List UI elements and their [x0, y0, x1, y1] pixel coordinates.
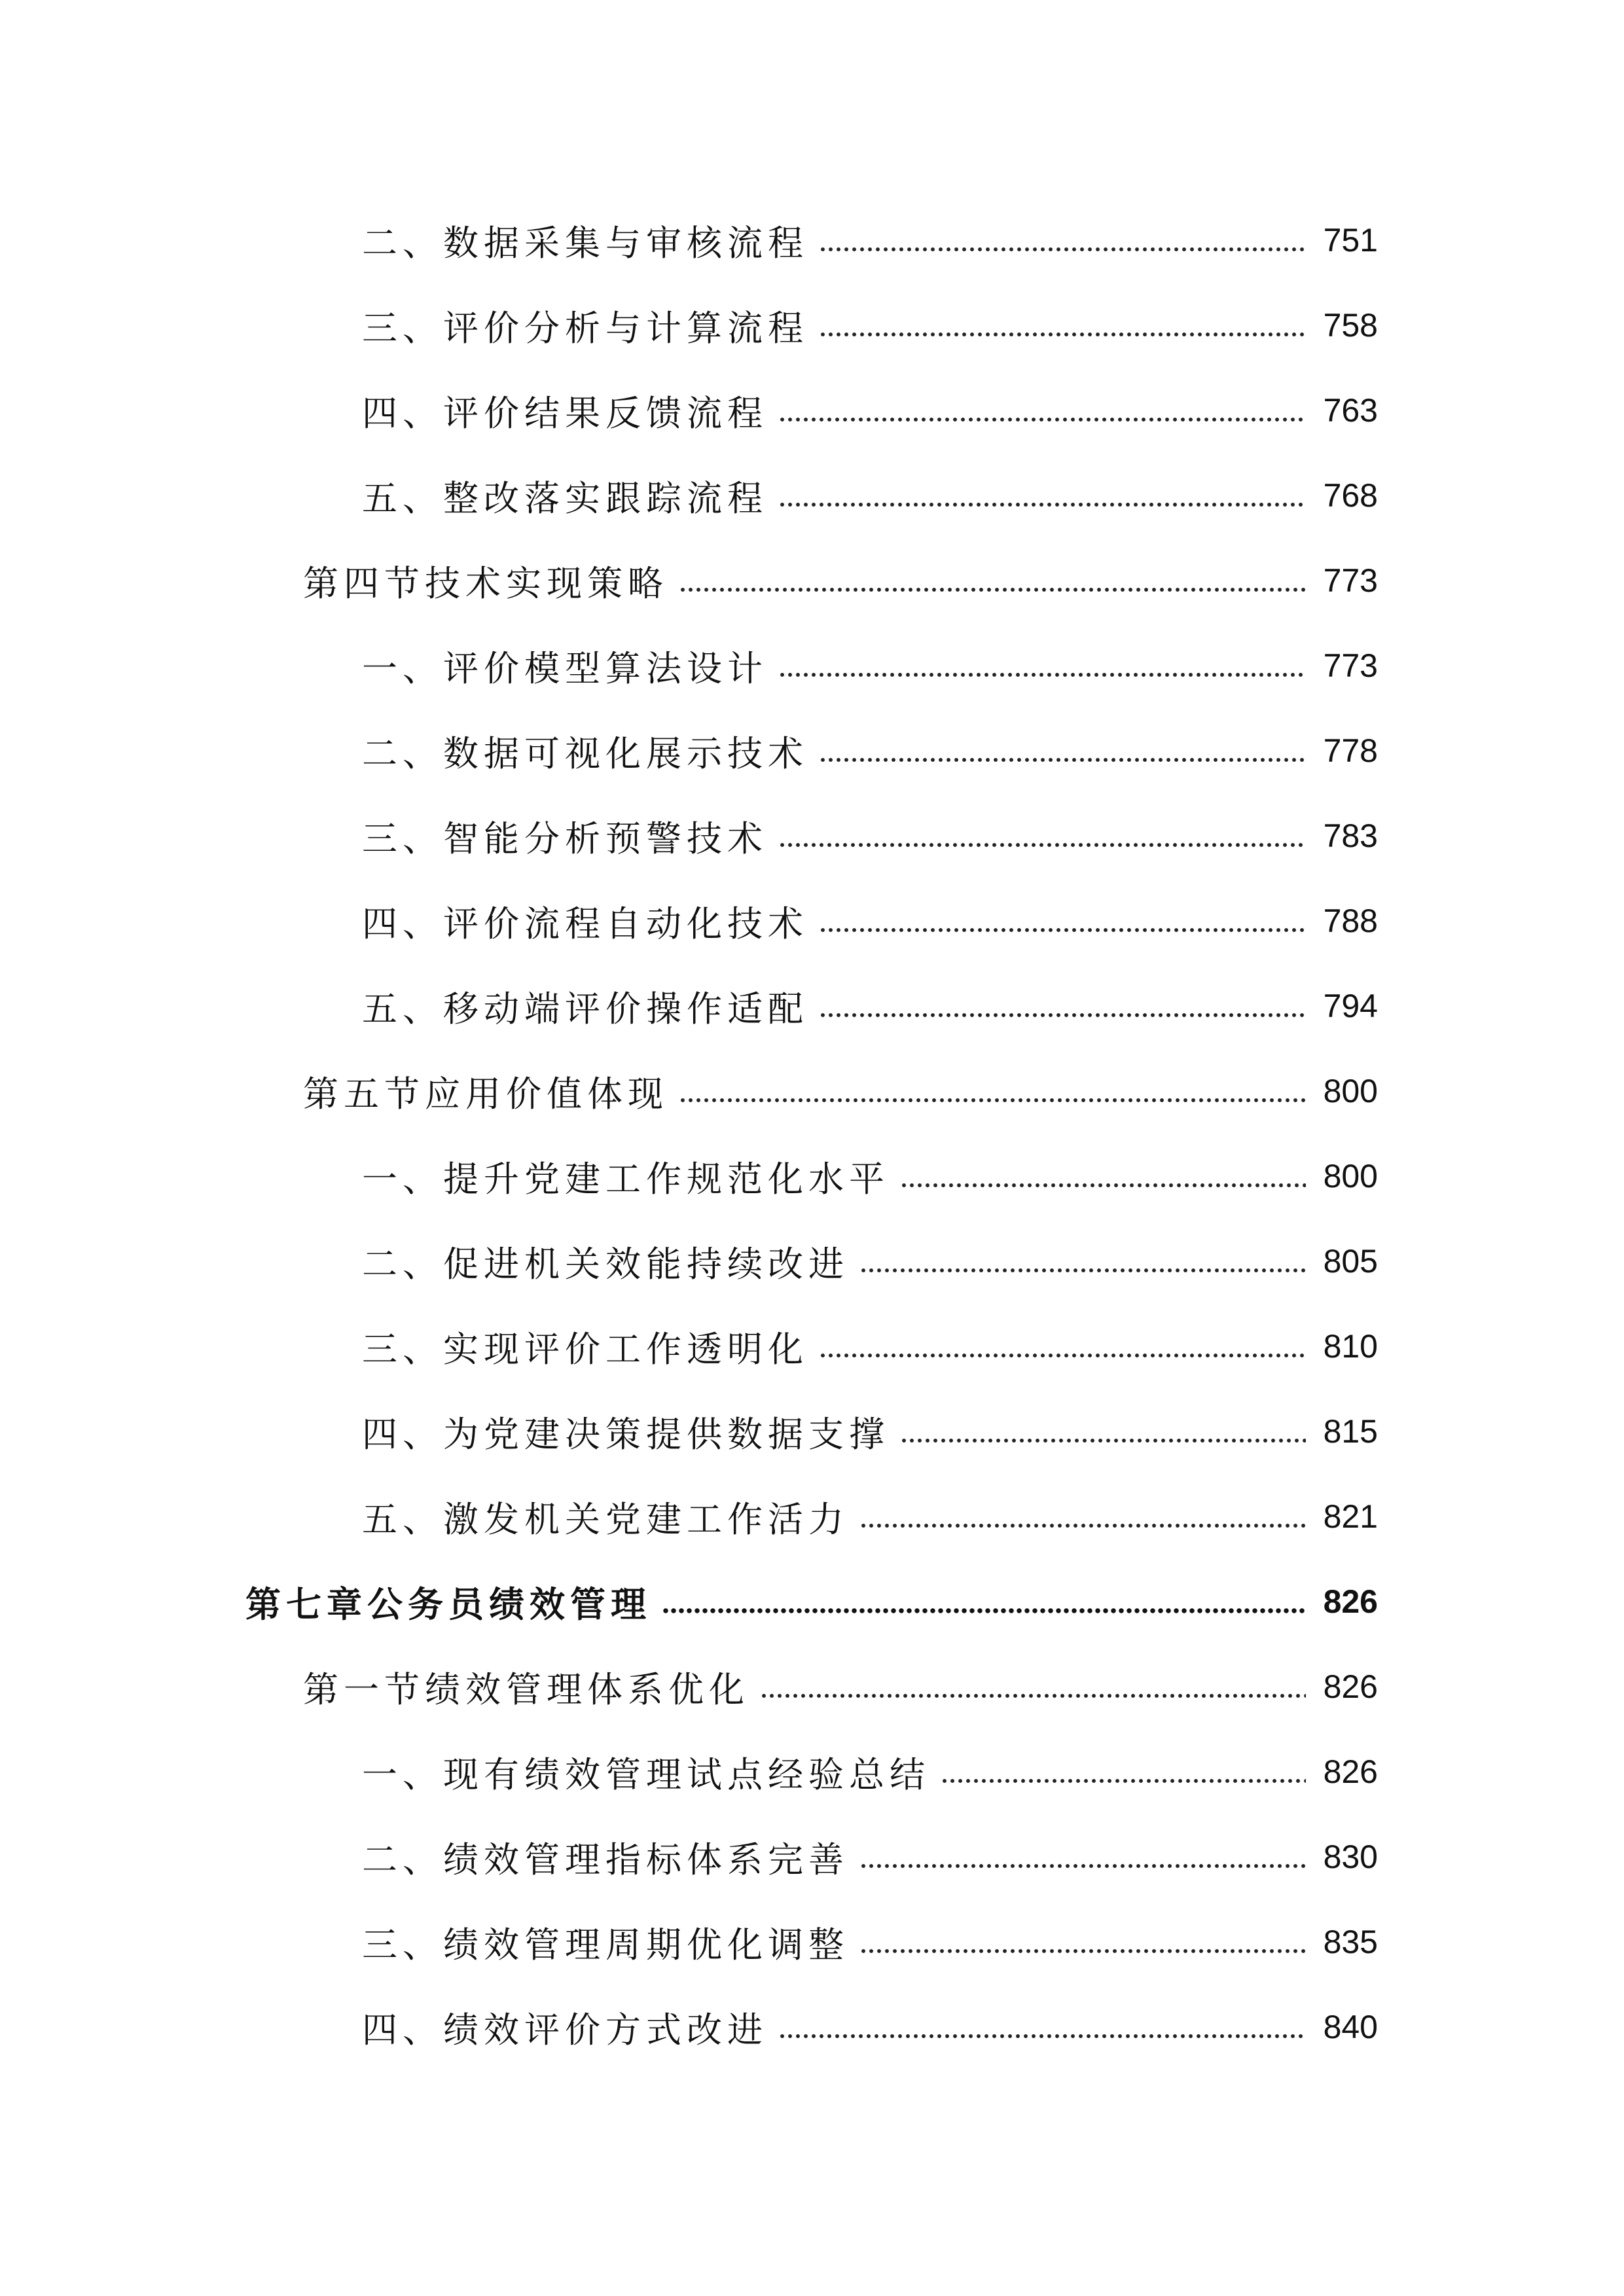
- dot-leader: [941, 1777, 1306, 1785]
- dot-leader: [778, 2032, 1306, 2040]
- toc-entry-title: 五、整改落实跟踪流程: [362, 477, 768, 519]
- toc-entry[interactable]: [0, 1229, 1624, 1294]
- toc-entry-page: 778: [1323, 732, 1378, 769]
- dot-leader: [778, 841, 1306, 849]
- dot-leader: [760, 1692, 1306, 1700]
- toc-entry-title: 四、评价流程自动化技术: [362, 903, 808, 944]
- dot-leader: [819, 1011, 1306, 1019]
- toc-entry-page: 794: [1323, 988, 1378, 1024]
- toc-entry-title: 一、提升党建工作规范化水平: [362, 1158, 890, 1200]
- toc-entry-page: 751: [1323, 222, 1378, 259]
- toc-entry-title: 二、绩效管理指标体系完善: [362, 1839, 849, 1880]
- toc-entry[interactable]: [0, 1994, 1624, 2060]
- toc-entry-page: 830: [1323, 1839, 1378, 1875]
- toc-entry-title: 第五节应用价值体现: [303, 1073, 668, 1115]
- toc-entry-title: 第七章公务员绩效管理: [245, 1583, 651, 1625]
- dot-leader: [679, 586, 1306, 594]
- toc-entry-title: 一、评价模型算法设计: [362, 647, 768, 689]
- dot-leader: [859, 1522, 1306, 1530]
- toc-entry-title: 二、数据采集与审核流程: [362, 222, 808, 264]
- toc-entry-page: 840: [1323, 2009, 1378, 2045]
- toc-entry-page: 758: [1323, 307, 1378, 344]
- toc-entry-title: 五、激发机关党建工作活力: [362, 1498, 849, 1540]
- toc-entry-title: 第四节技术实现策略: [303, 562, 668, 604]
- toc-entry-title: 一、现有绩效管理试点经验总结: [362, 1753, 930, 1795]
- toc-entry[interactable]: [0, 1314, 1624, 1379]
- toc-entry-title: 三、绩效管理周期优化调整: [362, 1924, 849, 1965]
- dot-leader: [859, 1266, 1306, 1274]
- toc-entry-page: 810: [1323, 1328, 1378, 1365]
- toc-entry[interactable]: [0, 718, 1624, 783]
- toc-entry-title: 三、评价分析与计算流程: [362, 307, 808, 349]
- toc-entry[interactable]: [0, 973, 1624, 1039]
- dot-leader: [819, 926, 1306, 934]
- dot-leader: [819, 331, 1306, 338]
- dot-leader: [778, 501, 1306, 509]
- toc-entry-page: 821: [1323, 1498, 1378, 1535]
- toc-section[interactable]: [0, 1058, 1624, 1124]
- toc-entry-page: 788: [1323, 903, 1378, 939]
- toc-entry[interactable]: [0, 378, 1624, 443]
- toc-entry[interactable]: [0, 633, 1624, 698]
- dot-leader: [662, 1607, 1306, 1615]
- toc-entry-title: 二、数据可视化展示技术: [362, 732, 808, 774]
- toc-entry-page: 763: [1323, 392, 1378, 429]
- toc-entry[interactable]: [0, 1824, 1624, 1890]
- toc-entry[interactable]: [0, 293, 1624, 358]
- toc-entry-page: 768: [1323, 477, 1378, 514]
- toc-entry-page: 826: [1323, 1583, 1378, 1620]
- dot-leader: [900, 1181, 1306, 1189]
- toc-entry[interactable]: [0, 1484, 1624, 1549]
- toc-entry-page: 773: [1323, 647, 1378, 684]
- toc-entry-title: 二、促进机关效能持续改进: [362, 1243, 849, 1285]
- toc-entry-title: 五、移动端评价操作适配: [362, 988, 808, 1030]
- toc-entry-title: 四、为党建决策提供数据支撑: [362, 1413, 890, 1455]
- dot-leader: [859, 1947, 1306, 1955]
- toc-entry-page: 826: [1323, 1668, 1378, 1705]
- toc-entry[interactable]: [0, 1739, 1624, 1804]
- toc-entry-page: 826: [1323, 1753, 1378, 1790]
- dot-leader: [778, 416, 1306, 423]
- toc-entry[interactable]: [0, 888, 1624, 954]
- toc-entry-page: 800: [1323, 1073, 1378, 1109]
- toc-entry-page: 815: [1323, 1413, 1378, 1450]
- toc-entry-page: 773: [1323, 562, 1378, 599]
- dot-leader: [819, 245, 1306, 253]
- toc-entry-title: 三、实现评价工作透明化: [362, 1328, 808, 1370]
- toc-chapter[interactable]: [0, 1569, 1624, 1634]
- dot-leader: [859, 1862, 1306, 1870]
- toc-section[interactable]: [0, 548, 1624, 613]
- toc-entry-page: 805: [1323, 1243, 1378, 1280]
- dot-leader: [819, 1352, 1306, 1359]
- toc-entry[interactable]: [0, 1143, 1624, 1209]
- toc-entry-title: 四、绩效评价方式改进: [362, 2009, 768, 2051]
- toc-entry-page: 800: [1323, 1158, 1378, 1194]
- toc-entry[interactable]: [0, 207, 1624, 273]
- dot-leader: [778, 671, 1306, 679]
- toc-entry-page: 783: [1323, 817, 1378, 854]
- toc-entry-title: 四、评价结果反馈流程: [362, 392, 768, 434]
- toc-entry[interactable]: [0, 1399, 1624, 1464]
- toc-entry[interactable]: [0, 803, 1624, 869]
- toc-entry-title: 第一节绩效管理体系优化: [303, 1668, 749, 1710]
- dot-leader: [819, 756, 1306, 764]
- toc-section[interactable]: [0, 1654, 1624, 1719]
- dot-leader: [679, 1096, 1306, 1104]
- toc-entry-title: 三、智能分析预警技术: [362, 817, 768, 859]
- toc-entry[interactable]: [0, 1909, 1624, 1975]
- dot-leader: [900, 1437, 1306, 1444]
- toc-entry-page: 835: [1323, 1924, 1378, 1960]
- toc-entry[interactable]: [0, 463, 1624, 528]
